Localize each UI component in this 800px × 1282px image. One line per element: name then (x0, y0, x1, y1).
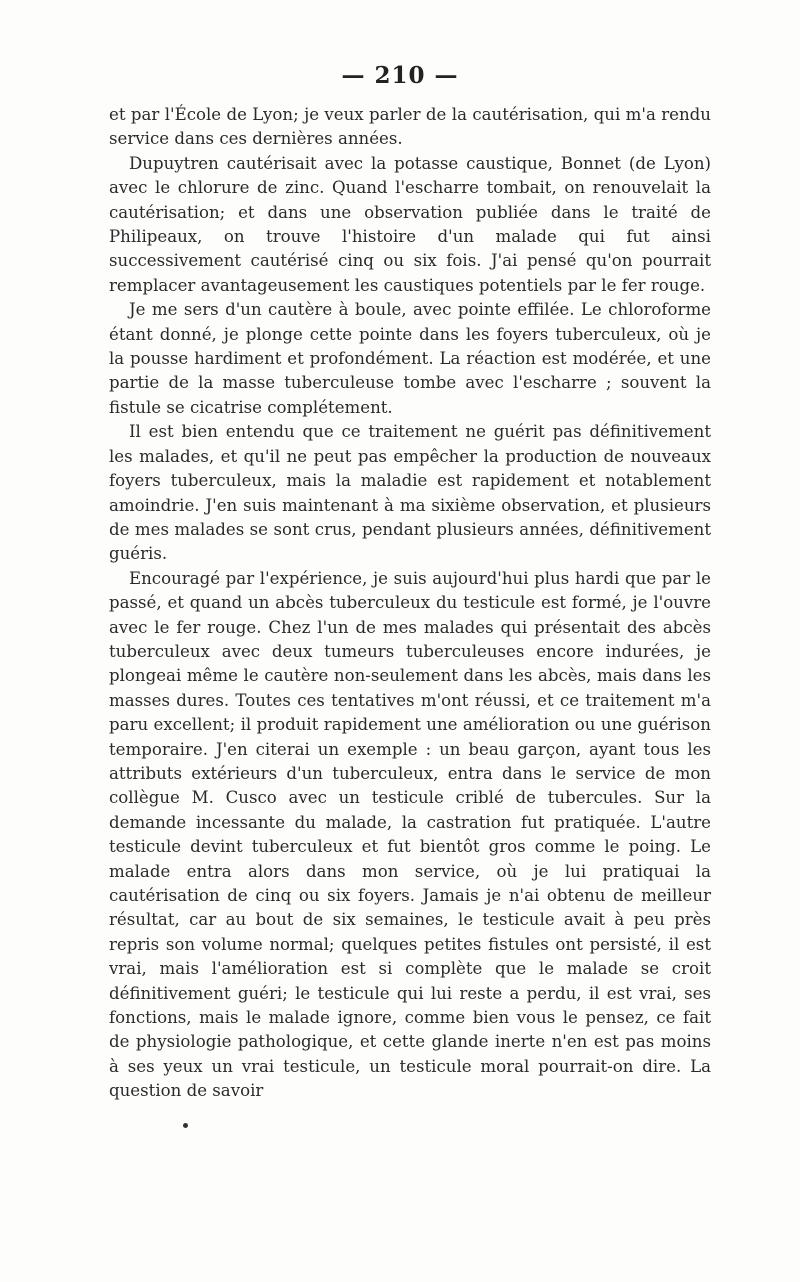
paragraph-traitement: Il est bien entendu que ce traitement ne guérit pas définitivement les malades, et qu'il ne peut pas empêcher la production de nouveaux foyers tuberculeux, mais la maladie est rapidement et notablement amoindrie. J'en suis maintenant à ma sixième observation, et plusieurs de mes malades se sont crus, pendant plusieurs années, définitivement guéris. (109, 422, 711, 564)
paragraph-encourage: Encouragé par l'expérience, je suis aujourd'hui plus hardi que par le passé, et quand un abcès tuberculeux du testicule est formé, je l'ouvre avec le fer rouge. Chez l'un de mes malades qui présentait des abcès tuberculeux avec deux tumeurs tuberculeuses encore indurées, je plongeai même le cautère non-seulement dans les abcès, mais dans les masses dures. Toutes ces tentatives m'ont réussi, et ce traitement m'a paru excellent; il produit rapidement une amélioration ou une guérison temporaire. J'en citerai un exemple : un beau garçon, ayant tous les attributs extérieurs d'un tuberculeux, entra dans le service de mon collègue M. Cusco avec un testicule criblé de tubercules. Sur la demande incessante du malade, la castration fut pratiquée. L'autre testicule devint tuberculeux et fut bientôt gros comme le poing. Le malade entra alors dans mon service, où je lui pratiquai la cautérisation de cinq ou six foyers. Jamais je n'ai obtenu de meilleur résultat, car au bout de six semaines, le testicule avait à peu près repris son volume normal; quelques petites fistules ont persisté, il est vrai, mais l'amélioration est si complète que le malade se croit définitivement guéri; le testicule qui lui reste a perdu, il est vrai, ses fonctions, mais le malade ignore, comme bien vous le pensez, ce fait de physiologie pathologique, et cette glande inerte n'en est pas moins à ses yeux un vrai testicule, un testicule moral pourrait-on dire. La question de savoir (109, 568, 711, 1101)
page-number: — 210 — (341, 62, 459, 89)
body-text (109, 103, 711, 1104)
ink-spot (183, 1123, 188, 1128)
paragraph-dupuytren: Dupuytren cautérisait avec la potasse caustique, Bonnet (de Lyon) avec le chlorure de zinc. Quand l'escharre tombait, on renouvelait la cautérisation; et dans une observation publiée dans le traité de Philipeaux, on trouve l'histoire d'un malade qui fut ainsi successivement cautérisé cinq ou six fois. J'ai pensé qu'on pourrait remplacer avantageusement les caustiques potentiels par le fer rouge. (109, 153, 711, 295)
paragraph-continuation: et par l'École de Lyon; je veux parler de la cautérisation, qui m'a rendu service dans ces dernières années. (109, 105, 711, 149)
paragraph-cautere: Je me sers d'un cautère à boule, avec pointe effilée. Le chloroforme étant donné, je plonge cette pointe dans les foyers tuberculeux, où je la pousse hardiment et profondément. La réaction est modérée, et une partie de la masse tuberculeuse tombe avec l'escharre ; souvent la fistule se cicatrise complétement. (109, 300, 711, 417)
